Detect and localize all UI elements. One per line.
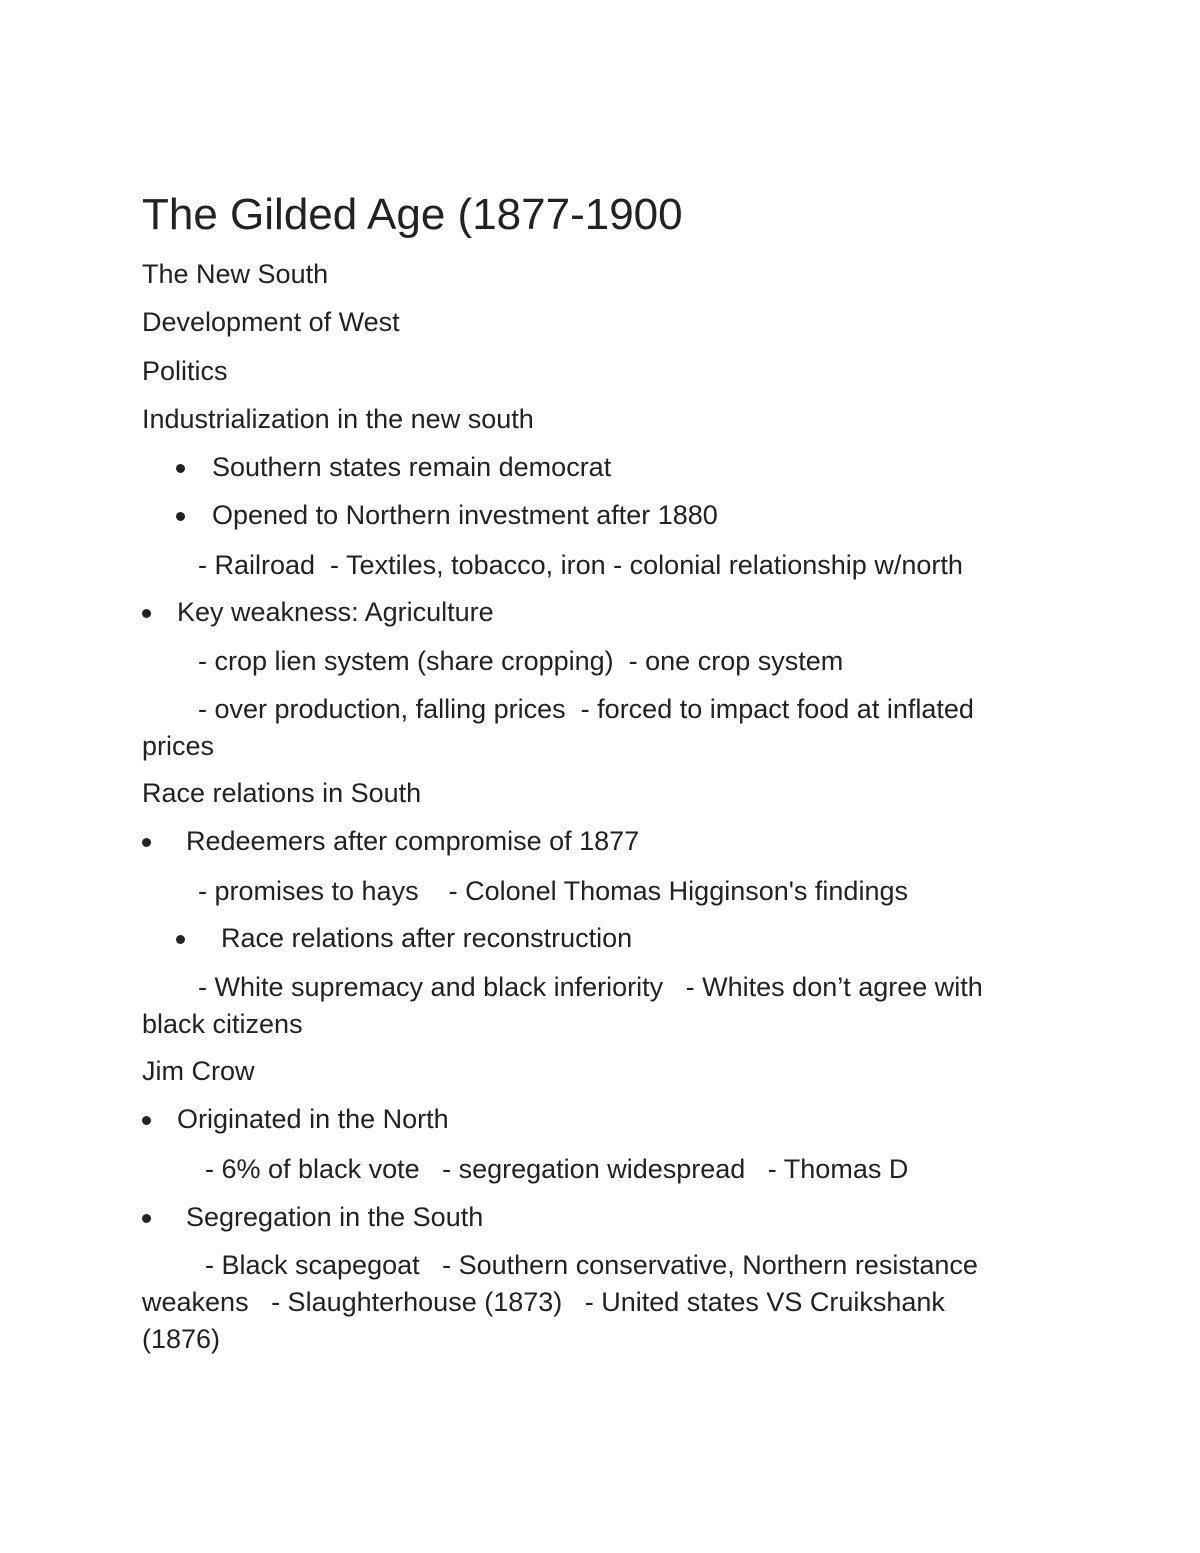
heading-jim-crow: Jim Crow xyxy=(142,1056,255,1086)
heading-race-relations: Race relations in South xyxy=(142,778,422,808)
heading-industrialization: Industrialization in the new south xyxy=(142,404,534,434)
list-item: Opened to Northern investment after 1880 xyxy=(212,500,718,530)
list-item: Originated in the North xyxy=(177,1104,449,1134)
bullet-icon xyxy=(176,512,185,521)
bullet-icon xyxy=(142,1214,151,1223)
bullet-icon xyxy=(142,609,151,618)
bullet-icon xyxy=(176,935,185,944)
sub-item: - Black scapegoat - Southern conservative, Northern resistance xyxy=(205,1250,978,1280)
heading-politics: Politics xyxy=(142,356,228,386)
bullet-icon xyxy=(142,838,151,847)
list-item: Redeemers after compromise of 1877 xyxy=(186,826,640,856)
bullet-icon xyxy=(176,464,185,473)
sub-item-continued: prices xyxy=(142,731,215,761)
sub-item: - Railroad - Textiles, tobacco, iron - colonial relationship w/north xyxy=(198,550,963,580)
list-item: Segregation in the South xyxy=(186,1202,484,1232)
list-item: Race relations after reconstruction xyxy=(221,923,633,953)
heading-development-of-west: Development of West xyxy=(142,307,400,337)
sub-item: - over production, falling prices - forced to impact food at inflated xyxy=(198,694,974,724)
sub-item: - White supremacy and black inferiority - Whites don’t agree with xyxy=(198,972,983,1002)
list-item: Key weakness: Agriculture xyxy=(177,597,494,627)
sub-item-continued: (1876) xyxy=(142,1324,221,1354)
list-item: Southern states remain democrat xyxy=(212,452,612,482)
sub-item: - promises to hays - Colonel Thomas Higginson's findings xyxy=(198,876,908,906)
sub-item: - crop lien system (share cropping) - one crop system xyxy=(198,646,844,676)
sub-item-continued: weakens - Slaughterhouse (1873) - United states VS Cruikshank xyxy=(142,1287,945,1317)
sub-item-continued: black citizens xyxy=(142,1009,303,1039)
document-title: The Gilded Age (1877-1900 xyxy=(142,190,683,239)
heading-new-south: The New South xyxy=(142,259,329,289)
bullet-icon xyxy=(142,1116,151,1125)
sub-item: - 6% of black vote - segregation widespread - Thomas D xyxy=(205,1154,909,1184)
